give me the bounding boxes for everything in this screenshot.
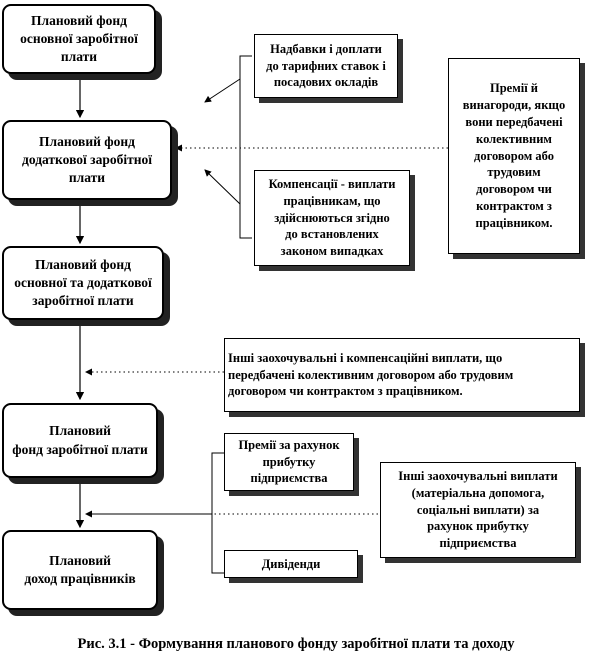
box-other-incentive-payments: Інші заохочувальні і компенсаційні виплати, що передбачені колективним договором або трудовим договором чи контрактом з працівником. <box>224 338 580 412</box>
arrow-s2-to-b2 <box>205 170 240 204</box>
box-additional-fund: Плановий фонд додаткової заробітної плати <box>2 120 172 200</box>
bracket-s1-s2 <box>240 56 252 238</box>
box-basic-and-additional-fund: Плановий фонд основної та додаткової заробітної плати <box>2 246 164 320</box>
box-dividends: Дивіденди <box>224 550 358 578</box>
figure-caption: Рис. 3.1 - Формування планового фонду заробітної плати та доходу <box>77 636 515 652</box>
box-employee-income: Плановий доход працівників <box>2 530 158 610</box>
box-compensations: Компенсації - виплати працівникам, що здійснюються згідно до встановлених законом випадках <box>254 170 410 266</box>
box-profit-bonuses: Премії за рахунок прибутку підприємства <box>224 433 354 491</box>
box-bonuses-rewards: Премії й винагороди, якщо вони передбачені колективним договором або трудовим договором чи контрактом з працівником. <box>448 58 580 254</box>
bracket-s5-s7 <box>212 453 224 573</box>
box-other-profit-payments: Інші заохочувальні виплати (матеріальна допомога, соціальні виплати) за рахунок прибутку підприємства <box>380 462 576 558</box>
arrow-s1-to-b2 <box>205 79 240 102</box>
box-allowances: Надбавки і доплати до тарифних ставок і посадових окладів <box>254 34 398 98</box>
box-basic-fund: Плановий фонд основної заробітної плати <box>2 4 156 74</box>
box-wage-fund: Плановий фонд заробітної плати <box>2 403 158 478</box>
